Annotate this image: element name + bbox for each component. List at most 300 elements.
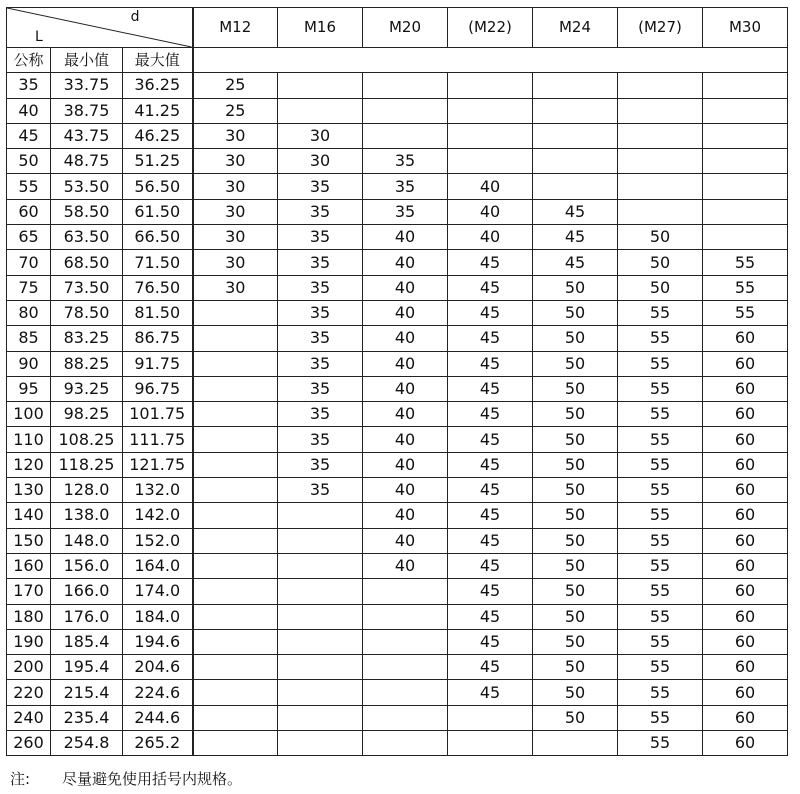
table-row bbox=[7, 528, 788, 553]
thread-length-cell bbox=[618, 73, 703, 98]
thread-length-cell bbox=[278, 731, 363, 756]
thread-length-cell: 30 bbox=[193, 225, 278, 250]
nominal-length-cell: 35 bbox=[7, 73, 51, 98]
nominal-length-cell: 70 bbox=[7, 250, 51, 275]
table-row bbox=[7, 553, 788, 578]
thread-length-cell: 55 bbox=[618, 376, 703, 401]
max-header: 最大值 bbox=[123, 48, 193, 73]
max-length-cell: 46.25 bbox=[123, 123, 193, 148]
diagonal-header-cell bbox=[7, 8, 193, 48]
table-row bbox=[7, 73, 788, 98]
thread-length-cell bbox=[363, 604, 448, 629]
thread-length-cell: 35 bbox=[278, 326, 363, 351]
max-length-cell: 184.0 bbox=[123, 604, 193, 629]
thread-length-cell: 45 bbox=[448, 402, 533, 427]
thread-length-cell: 35 bbox=[363, 149, 448, 174]
thread-length-cell bbox=[193, 478, 278, 503]
table-row bbox=[7, 326, 788, 351]
thread-length-cell bbox=[278, 680, 363, 705]
min-length-cell: 108.25 bbox=[51, 427, 123, 452]
thread-length-cell: 40 bbox=[363, 452, 448, 477]
min-length-cell: 235.4 bbox=[51, 705, 123, 730]
thread-length-cell bbox=[193, 579, 278, 604]
thread-length-cell bbox=[533, 98, 618, 123]
thread-length-cell: 45 bbox=[448, 629, 533, 654]
thread-length-cell: 35 bbox=[278, 300, 363, 325]
nominal-length-cell: 55 bbox=[7, 174, 51, 199]
min-length-cell: 63.50 bbox=[51, 225, 123, 250]
max-length-cell: 71.50 bbox=[123, 250, 193, 275]
thread-length-cell bbox=[533, 123, 618, 148]
min-length-cell: 58.50 bbox=[51, 199, 123, 224]
thread-length-cell: 35 bbox=[278, 402, 363, 427]
min-length-cell: 138.0 bbox=[51, 503, 123, 528]
thread-length-cell: 55 bbox=[618, 655, 703, 680]
thread-length-cell: 55 bbox=[618, 452, 703, 477]
thread-length-cell: 60 bbox=[703, 579, 788, 604]
min-length-cell: 118.25 bbox=[51, 452, 123, 477]
size-header: (M27) bbox=[618, 8, 703, 48]
nominal-length-cell: 40 bbox=[7, 98, 51, 123]
table-row bbox=[7, 503, 788, 528]
thread-length-cell: 30 bbox=[193, 250, 278, 275]
nominal-length-cell: 190 bbox=[7, 629, 51, 654]
thread-length-cell: 45 bbox=[448, 427, 533, 452]
thread-length-cell: 35 bbox=[278, 478, 363, 503]
nominal-length-cell: 80 bbox=[7, 300, 51, 325]
thread-length-cell bbox=[193, 503, 278, 528]
thread-length-cell: 55 bbox=[618, 680, 703, 705]
thread-length-cell: 40 bbox=[363, 503, 448, 528]
max-length-cell: 41.25 bbox=[123, 98, 193, 123]
thread-length-cell bbox=[703, 98, 788, 123]
min-length-cell: 53.50 bbox=[51, 174, 123, 199]
diameter-label: d bbox=[130, 9, 140, 25]
thread-length-cell bbox=[278, 705, 363, 730]
thread-length-cell: 45 bbox=[448, 528, 533, 553]
thread-length-cell: 60 bbox=[703, 629, 788, 654]
thread-length-cell: 50 bbox=[618, 225, 703, 250]
thread-length-cell: 40 bbox=[363, 275, 448, 300]
thread-length-cell bbox=[703, 225, 788, 250]
thread-length-cell bbox=[278, 73, 363, 98]
thread-length-cell bbox=[193, 402, 278, 427]
table-row bbox=[7, 174, 788, 199]
thread-length-cell: 35 bbox=[278, 225, 363, 250]
thread-length-cell: 50 bbox=[618, 250, 703, 275]
thread-length-cell bbox=[363, 655, 448, 680]
thread-length-cell: 40 bbox=[363, 351, 448, 376]
thread-length-cell bbox=[278, 528, 363, 553]
min-length-cell: 156.0 bbox=[51, 553, 123, 578]
nominal-length-cell: 220 bbox=[7, 680, 51, 705]
thread-length-cell: 55 bbox=[618, 503, 703, 528]
thread-length-cell: 60 bbox=[703, 528, 788, 553]
thread-length-cell bbox=[533, 731, 618, 756]
thread-length-cell: 55 bbox=[618, 705, 703, 730]
min-length-cell: 38.75 bbox=[51, 98, 123, 123]
nominal-length-cell: 45 bbox=[7, 123, 51, 148]
table-row bbox=[7, 604, 788, 629]
min-length-cell: 166.0 bbox=[51, 579, 123, 604]
min-length-cell: 148.0 bbox=[51, 528, 123, 553]
thread-length-cell: 50 bbox=[533, 579, 618, 604]
footnote bbox=[10, 768, 242, 789]
thread-length-cell bbox=[193, 528, 278, 553]
thread-length-cell: 60 bbox=[703, 351, 788, 376]
thread-length-cell bbox=[363, 123, 448, 148]
max-length-cell: 61.50 bbox=[123, 199, 193, 224]
thread-length-cell bbox=[193, 452, 278, 477]
thread-length-cell bbox=[278, 655, 363, 680]
thread-length-cell: 40 bbox=[363, 376, 448, 401]
thread-length-cell: 60 bbox=[703, 427, 788, 452]
thread-length-cell: 45 bbox=[448, 579, 533, 604]
thread-length-cell bbox=[278, 579, 363, 604]
thread-length-cell: 25 bbox=[193, 98, 278, 123]
thread-length-cell: 35 bbox=[278, 199, 363, 224]
thread-length-cell: 50 bbox=[533, 604, 618, 629]
table-row bbox=[7, 629, 788, 654]
thread-length-cell: 35 bbox=[278, 427, 363, 452]
min-length-cell: 78.50 bbox=[51, 300, 123, 325]
thread-length-cell: 60 bbox=[703, 680, 788, 705]
thread-length-cell: 35 bbox=[278, 275, 363, 300]
thread-length-cell bbox=[363, 73, 448, 98]
min-length-cell: 195.4 bbox=[51, 655, 123, 680]
max-length-cell: 96.75 bbox=[123, 376, 193, 401]
thread-length-cell: 30 bbox=[193, 275, 278, 300]
nominal-length-cell: 170 bbox=[7, 579, 51, 604]
nominal-length-cell: 260 bbox=[7, 731, 51, 756]
thread-length-cell: 50 bbox=[533, 427, 618, 452]
thread-length-cell: 55 bbox=[618, 528, 703, 553]
table-row bbox=[7, 275, 788, 300]
footnote-text: 尽量避免使用括号内规格。 bbox=[62, 770, 243, 788]
thread-length-cell bbox=[193, 326, 278, 351]
thread-length-cell: 50 bbox=[533, 351, 618, 376]
max-length-cell: 86.75 bbox=[123, 326, 193, 351]
min-length-cell: 68.50 bbox=[51, 250, 123, 275]
thread-length-cell: 50 bbox=[533, 478, 618, 503]
thread-length-cell bbox=[193, 427, 278, 452]
thread-length-cell bbox=[363, 98, 448, 123]
min-length-cell: 83.25 bbox=[51, 326, 123, 351]
max-length-cell: 66.50 bbox=[123, 225, 193, 250]
thread-length-cell: 60 bbox=[703, 604, 788, 629]
thread-length-cell: 35 bbox=[363, 199, 448, 224]
thread-length-cell bbox=[703, 73, 788, 98]
subheader-row bbox=[7, 48, 788, 73]
thread-length-cell: 60 bbox=[703, 402, 788, 427]
max-length-cell: 101.75 bbox=[123, 402, 193, 427]
spec-table-container bbox=[6, 7, 788, 756]
thread-length-cell: 40 bbox=[363, 300, 448, 325]
thread-length-cell: 40 bbox=[448, 174, 533, 199]
thread-length-cell bbox=[193, 553, 278, 578]
thread-length-cell bbox=[278, 604, 363, 629]
thread-length-cell: 50 bbox=[618, 275, 703, 300]
thread-length-cell: 30 bbox=[193, 174, 278, 199]
thread-length-cell bbox=[618, 174, 703, 199]
thread-length-cell: 45 bbox=[448, 478, 533, 503]
thread-length-cell: 35 bbox=[363, 174, 448, 199]
thread-length-cell: 55 bbox=[618, 604, 703, 629]
min-header: 最小值 bbox=[51, 48, 123, 73]
thread-length-cell: 30 bbox=[193, 123, 278, 148]
thread-length-cell bbox=[363, 731, 448, 756]
thread-length-cell: 35 bbox=[278, 376, 363, 401]
nominal-length-cell: 180 bbox=[7, 604, 51, 629]
size-header: M30 bbox=[703, 8, 788, 48]
thread-length-cell: 50 bbox=[533, 553, 618, 578]
thread-length-cell: 40 bbox=[363, 528, 448, 553]
thread-length-cell: 45 bbox=[448, 655, 533, 680]
thread-length-cell: 55 bbox=[618, 553, 703, 578]
table-row bbox=[7, 579, 788, 604]
nominal-length-cell: 120 bbox=[7, 452, 51, 477]
thread-length-cell bbox=[618, 149, 703, 174]
thread-length-cell: 50 bbox=[533, 326, 618, 351]
thread-length-cell: 45 bbox=[448, 275, 533, 300]
thread-length-cell: 55 bbox=[618, 300, 703, 325]
thread-length-cell: 30 bbox=[278, 149, 363, 174]
min-length-cell: 48.75 bbox=[51, 149, 123, 174]
table-row bbox=[7, 402, 788, 427]
bolt-length-table bbox=[6, 7, 788, 756]
thread-length-cell bbox=[193, 376, 278, 401]
thread-length-cell bbox=[363, 579, 448, 604]
max-length-cell: 121.75 bbox=[123, 452, 193, 477]
thread-length-cell bbox=[703, 174, 788, 199]
thread-length-cell: 45 bbox=[448, 604, 533, 629]
thread-length-cell: 55 bbox=[618, 351, 703, 376]
min-length-cell: 254.8 bbox=[51, 731, 123, 756]
thread-length-cell bbox=[448, 149, 533, 174]
thread-length-cell: 50 bbox=[533, 629, 618, 654]
thread-length-cell bbox=[533, 174, 618, 199]
thread-length-cell: 45 bbox=[533, 199, 618, 224]
max-length-cell: 81.50 bbox=[123, 300, 193, 325]
thread-length-cell: 45 bbox=[448, 300, 533, 325]
table-row bbox=[7, 351, 788, 376]
max-length-cell: 194.6 bbox=[123, 629, 193, 654]
thread-length-cell: 55 bbox=[618, 629, 703, 654]
table-row bbox=[7, 123, 788, 148]
thread-length-cell bbox=[193, 655, 278, 680]
thread-length-cell: 50 bbox=[533, 452, 618, 477]
thread-length-cell: 55 bbox=[618, 326, 703, 351]
thread-length-cell bbox=[533, 73, 618, 98]
table-row bbox=[7, 225, 788, 250]
thread-length-cell bbox=[618, 98, 703, 123]
thread-length-cell bbox=[363, 680, 448, 705]
min-length-cell: 215.4 bbox=[51, 680, 123, 705]
thread-length-cell: 45 bbox=[448, 326, 533, 351]
min-length-cell: 88.25 bbox=[51, 351, 123, 376]
max-length-cell: 224.6 bbox=[123, 680, 193, 705]
thread-length-cell: 30 bbox=[278, 123, 363, 148]
max-length-cell: 204.6 bbox=[123, 655, 193, 680]
thread-length-cell bbox=[448, 98, 533, 123]
thread-length-cell: 55 bbox=[703, 300, 788, 325]
min-length-cell: 93.25 bbox=[51, 376, 123, 401]
thread-length-cell bbox=[278, 98, 363, 123]
max-length-cell: 265.2 bbox=[123, 731, 193, 756]
thread-length-cell bbox=[703, 149, 788, 174]
thread-length-cell: 60 bbox=[703, 376, 788, 401]
thread-length-cell: 40 bbox=[363, 250, 448, 275]
thread-length-cell: 45 bbox=[448, 351, 533, 376]
nominal-length-cell: 160 bbox=[7, 553, 51, 578]
thread-length-cell: 45 bbox=[448, 680, 533, 705]
thread-length-cell bbox=[448, 73, 533, 98]
max-length-cell: 164.0 bbox=[123, 553, 193, 578]
nominal-length-cell: 85 bbox=[7, 326, 51, 351]
max-length-cell: 244.6 bbox=[123, 705, 193, 730]
nominal-length-cell: 50 bbox=[7, 149, 51, 174]
nominal-length-cell: 140 bbox=[7, 503, 51, 528]
table-row bbox=[7, 300, 788, 325]
max-length-cell: 142.0 bbox=[123, 503, 193, 528]
table-row bbox=[7, 705, 788, 730]
table-row bbox=[7, 452, 788, 477]
size-header: M20 bbox=[363, 8, 448, 48]
table-row bbox=[7, 680, 788, 705]
size-header: M12 bbox=[193, 8, 278, 48]
thread-length-cell: 45 bbox=[448, 250, 533, 275]
thread-length-cell: 60 bbox=[703, 452, 788, 477]
table-row bbox=[7, 731, 788, 756]
min-length-cell: 185.4 bbox=[51, 629, 123, 654]
min-length-cell: 33.75 bbox=[51, 73, 123, 98]
table-row bbox=[7, 98, 788, 123]
thread-length-cell: 45 bbox=[533, 225, 618, 250]
thread-length-cell bbox=[193, 604, 278, 629]
header-row bbox=[7, 8, 788, 48]
thread-length-cell: 30 bbox=[193, 199, 278, 224]
nominal-header: 公称 bbox=[7, 48, 51, 73]
thread-length-cell bbox=[448, 705, 533, 730]
thread-length-cell: 40 bbox=[448, 225, 533, 250]
thread-length-cell: 60 bbox=[703, 705, 788, 730]
nominal-length-cell: 95 bbox=[7, 376, 51, 401]
thread-length-cell bbox=[363, 629, 448, 654]
max-length-cell: 132.0 bbox=[123, 478, 193, 503]
thread-length-cell: 60 bbox=[703, 655, 788, 680]
min-length-cell: 98.25 bbox=[51, 402, 123, 427]
thread-length-cell: 45 bbox=[448, 376, 533, 401]
thread-length-cell: 40 bbox=[363, 402, 448, 427]
table-row bbox=[7, 149, 788, 174]
thread-length-cell: 60 bbox=[703, 731, 788, 756]
thread-length-cell: 55 bbox=[618, 427, 703, 452]
nominal-length-cell: 100 bbox=[7, 402, 51, 427]
thread-length-cell: 55 bbox=[618, 579, 703, 604]
thread-length-cell: 35 bbox=[278, 351, 363, 376]
thread-length-cell bbox=[448, 123, 533, 148]
thread-length-cell: 25 bbox=[193, 73, 278, 98]
thread-length-cell: 50 bbox=[533, 528, 618, 553]
nominal-length-cell: 240 bbox=[7, 705, 51, 730]
thread-length-cell bbox=[193, 680, 278, 705]
thread-length-cell: 35 bbox=[278, 452, 363, 477]
thread-length-cell bbox=[193, 731, 278, 756]
thread-length-cell: 50 bbox=[533, 402, 618, 427]
thread-length-cell: 55 bbox=[618, 478, 703, 503]
thread-length-cell: 50 bbox=[533, 705, 618, 730]
thread-length-cell: 50 bbox=[533, 655, 618, 680]
thread-length-cell bbox=[363, 705, 448, 730]
thread-length-cell: 55 bbox=[618, 731, 703, 756]
thread-length-cell: 50 bbox=[533, 503, 618, 528]
size-header: M24 bbox=[533, 8, 618, 48]
thread-length-cell: 30 bbox=[193, 149, 278, 174]
nominal-length-cell: 75 bbox=[7, 275, 51, 300]
max-length-cell: 36.25 bbox=[123, 73, 193, 98]
size-header: (M22) bbox=[448, 8, 533, 48]
thread-length-cell: 35 bbox=[278, 250, 363, 275]
min-length-cell: 73.50 bbox=[51, 275, 123, 300]
length-label: L bbox=[35, 29, 43, 45]
thread-length-cell bbox=[193, 629, 278, 654]
thread-length-cell: 40 bbox=[363, 553, 448, 578]
max-length-cell: 76.50 bbox=[123, 275, 193, 300]
max-length-cell: 51.25 bbox=[123, 149, 193, 174]
thread-length-cell: 60 bbox=[703, 503, 788, 528]
thread-length-cell bbox=[703, 123, 788, 148]
thread-length-cell: 50 bbox=[533, 680, 618, 705]
subheader-blank bbox=[193, 48, 788, 73]
thread-length-cell bbox=[618, 123, 703, 148]
thread-length-cell bbox=[193, 705, 278, 730]
nominal-length-cell: 150 bbox=[7, 528, 51, 553]
thread-length-cell bbox=[448, 731, 533, 756]
table-row bbox=[7, 427, 788, 452]
thread-length-cell: 60 bbox=[703, 478, 788, 503]
thread-length-cell: 50 bbox=[533, 376, 618, 401]
thread-length-cell: 45 bbox=[448, 553, 533, 578]
thread-length-cell: 40 bbox=[363, 225, 448, 250]
max-length-cell: 56.50 bbox=[123, 174, 193, 199]
table-row bbox=[7, 655, 788, 680]
thread-length-cell: 50 bbox=[533, 300, 618, 325]
thread-length-cell: 45 bbox=[448, 452, 533, 477]
min-length-cell: 43.75 bbox=[51, 123, 123, 148]
max-length-cell: 91.75 bbox=[123, 351, 193, 376]
nominal-length-cell: 65 bbox=[7, 225, 51, 250]
size-header: M16 bbox=[278, 8, 363, 48]
thread-length-cell bbox=[193, 300, 278, 325]
thread-length-cell: 35 bbox=[278, 174, 363, 199]
table-row bbox=[7, 199, 788, 224]
nominal-length-cell: 200 bbox=[7, 655, 51, 680]
min-length-cell: 128.0 bbox=[51, 478, 123, 503]
thread-length-cell: 40 bbox=[363, 427, 448, 452]
max-length-cell: 111.75 bbox=[123, 427, 193, 452]
thread-length-cell bbox=[618, 199, 703, 224]
nominal-length-cell: 60 bbox=[7, 199, 51, 224]
thread-length-cell: 40 bbox=[363, 478, 448, 503]
thread-length-cell: 60 bbox=[703, 553, 788, 578]
thread-length-cell bbox=[278, 503, 363, 528]
thread-length-cell bbox=[278, 629, 363, 654]
thread-length-cell: 45 bbox=[533, 250, 618, 275]
thread-length-cell: 45 bbox=[448, 503, 533, 528]
thread-length-cell bbox=[703, 199, 788, 224]
thread-length-cell bbox=[533, 149, 618, 174]
thread-length-cell: 60 bbox=[703, 326, 788, 351]
